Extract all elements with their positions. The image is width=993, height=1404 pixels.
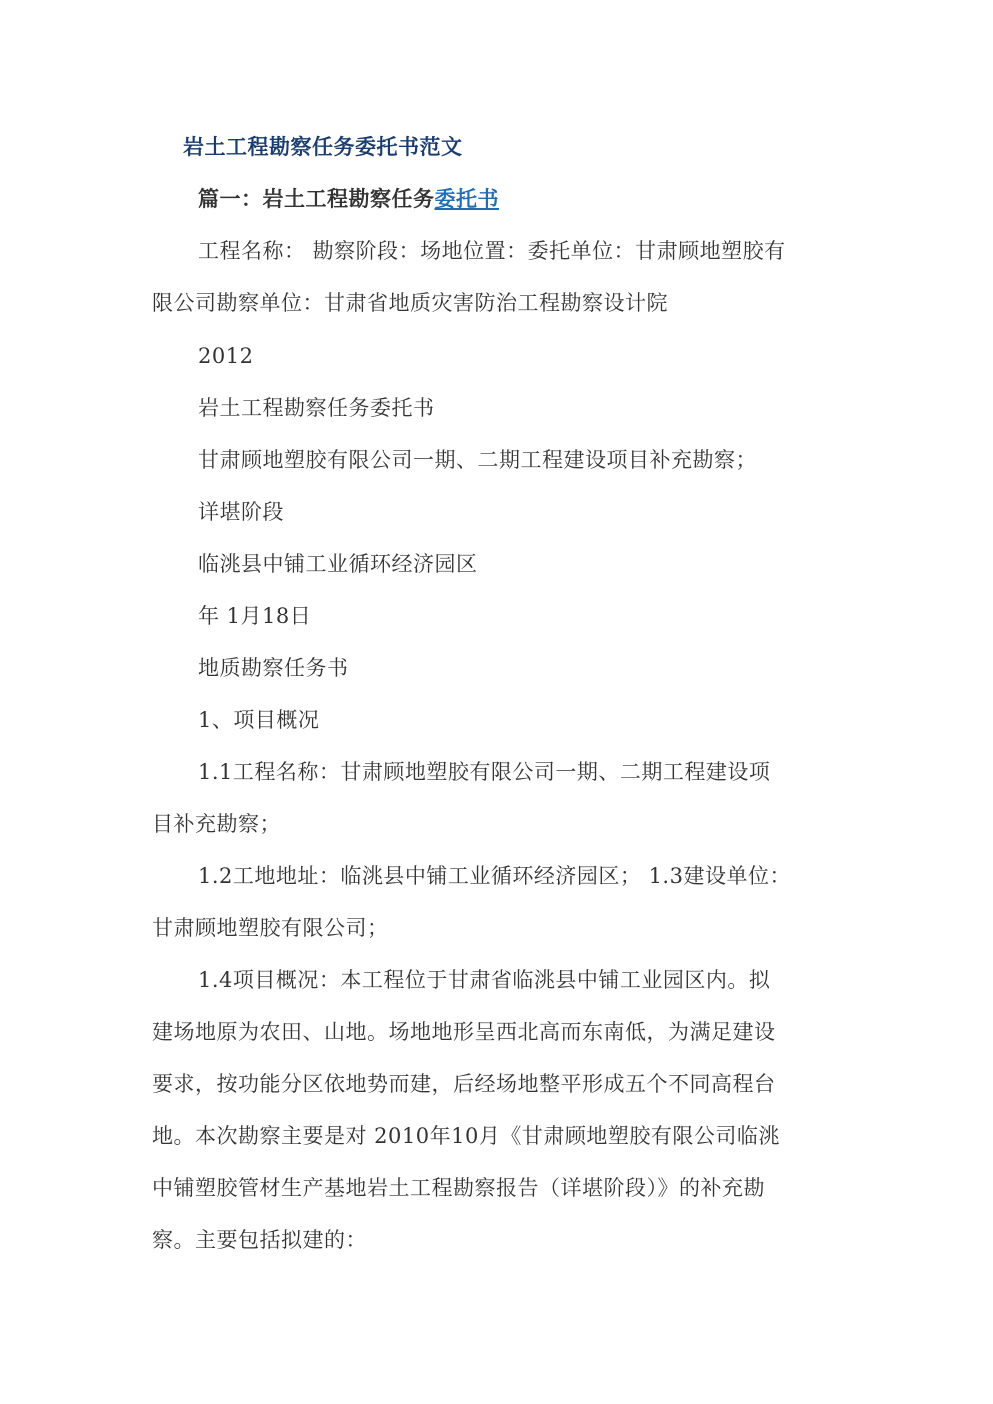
body-line: 1.2工地地址：临洮县中铺工业循环经济园区； 1.3建设单位： bbox=[198, 864, 791, 888]
body-line: 2012 bbox=[198, 344, 254, 368]
body-line: 工程名称： 勘察阶段：场地位置：委托单位：甘肃顾地塑胶有 bbox=[198, 239, 786, 263]
body-line: 目补充勘察； bbox=[152, 812, 281, 836]
body-line: 限公司勘察单位：甘肃省地质灾害防治工程勘察设计院 bbox=[152, 291, 668, 315]
body-line: 甘肃顾地塑胶有限公司； bbox=[152, 916, 389, 940]
body-line: 年 1月18日 bbox=[198, 604, 312, 628]
body-line: 察。主要包括拟建的： bbox=[152, 1228, 367, 1252]
section-heading bbox=[198, 184, 499, 214]
body-line: 甘肃顾地塑胶有限公司一期、二期工程建设项目补充勘察； bbox=[198, 448, 757, 472]
body-line: 1.1工程名称：甘肃顾地塑胶有限公司一期、二期工程建设项 bbox=[198, 760, 771, 784]
entrust-letter-link[interactable]: 委托书 bbox=[434, 186, 499, 211]
body-line: 临洮县中铺工业循环经济园区 bbox=[198, 552, 478, 576]
document-title: 岩土工程勘察任务委托书范文 bbox=[183, 134, 463, 159]
body-line: 岩土工程勘察任务委托书 bbox=[198, 396, 435, 420]
body-line: 中铺塑胶管材生产基地岩土工程勘察报告（详堪阶段）》的补充勘 bbox=[152, 1176, 765, 1200]
body-line: 建场地原为农田、山地。场地地形呈西北高而东南低，为满足建设 bbox=[152, 1020, 776, 1044]
body-line: 要求，按功能分区依地势而建，后经场地整平形成五个不同高程台 bbox=[152, 1072, 776, 1096]
body-line: 地质勘察任务书 bbox=[198, 656, 349, 680]
body-line: 1.4项目概况：本工程位于甘肃省临洮县中铺工业园区内。拟 bbox=[198, 968, 771, 992]
body-line: 详堪阶段 bbox=[198, 500, 284, 524]
body-line: 地。本次勘察主要是对 2010年10月《甘肃顾地塑胶有限公司临洮 bbox=[152, 1124, 780, 1148]
section-heading-prefix: 篇一：岩土工程勘察任务 bbox=[198, 186, 435, 211]
body-line: 1、项目概况 bbox=[198, 708, 320, 732]
